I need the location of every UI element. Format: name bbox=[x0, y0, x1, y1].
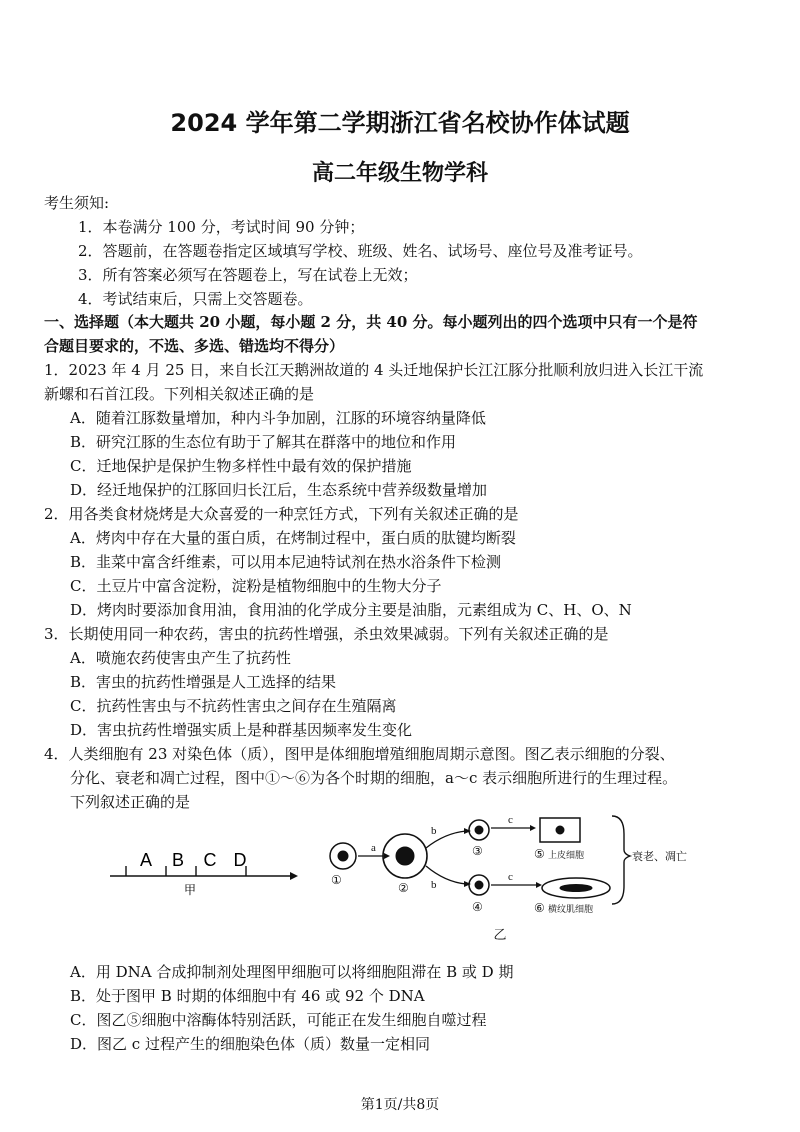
figure bbox=[100, 808, 740, 948]
option: B．处于图甲 B 时期的体细胞中有 46 或 92 个 DNA bbox=[70, 987, 425, 1005]
cell-1-nucleus bbox=[338, 851, 348, 861]
section-heading: 合题目要求的，不选、多选、错选均不得分） bbox=[44, 337, 345, 355]
figure-yi bbox=[330, 816, 630, 904]
option: C．土豆片中富含淀粉，淀粉是植物细胞中的生物大分子 bbox=[70, 577, 442, 595]
option: B．研究江豚的生态位有助于了解其在群落中的地位和作用 bbox=[70, 433, 457, 451]
process-label: a bbox=[371, 842, 376, 854]
option: C．图乙⑤细胞中溶酶体特别活跃，可能正在发生细胞自噬过程 bbox=[70, 1011, 487, 1029]
cell-2-nucleus bbox=[396, 847, 414, 865]
notice-item: 2．答题前，在答题卷指定区域填写学校、班级、姓名、试场号、座位号及准考证号。 bbox=[78, 242, 643, 260]
option: D．害虫抗药性增强实质上是种群基因频率发生变化 bbox=[70, 721, 413, 739]
phase-label: C bbox=[203, 850, 217, 870]
cell-label: ③ bbox=[472, 844, 483, 858]
option: D．经迁地保护的江豚回归长江后，生态系统中营养级数量增加 bbox=[70, 481, 488, 499]
cell-6-name: 横纹肌细胞 bbox=[548, 905, 594, 915]
figure-jia bbox=[110, 850, 298, 897]
cell-label: ① bbox=[331, 873, 342, 887]
notice-item: 4．考试结束后，只需上交答题卷。 bbox=[78, 290, 313, 308]
cell-5-name: 上皮细胞 bbox=[548, 851, 585, 861]
exam-subtitle: 高二年级生物学科 bbox=[311, 161, 488, 186]
cell-label: ⑥ bbox=[534, 901, 545, 915]
phase-label: B bbox=[171, 850, 185, 870]
process-label: c bbox=[508, 871, 513, 883]
cell-label: ④ bbox=[472, 900, 483, 914]
option: D．图乙 c 过程产生的细胞染色体（质）数量一定相同 bbox=[70, 1035, 430, 1053]
timeline-arrow bbox=[290, 872, 298, 880]
process-label: b bbox=[431, 825, 437, 837]
option: C．抗药性害虫与不抗药性害虫之间存在生殖隔离 bbox=[70, 697, 397, 715]
notice-heading: 考生须知: bbox=[44, 194, 110, 212]
process-label: c bbox=[508, 814, 513, 826]
question-stem: 3．长期使用同一种农药，害虫的抗药性增强，杀虫效果减弱。下列有关叙述正确的是 bbox=[44, 625, 609, 643]
option: B．害虫的抗药性增强是人工选择的结果 bbox=[70, 673, 337, 691]
question-stem: 分化、衰老和凋亡过程，图中①～⑥为各个时期的细胞，a～c 表示细胞所进行的生理过程。 bbox=[70, 769, 678, 787]
option: A．喷施农药使害虫产生了抗药性 bbox=[70, 649, 291, 667]
question-stem: 4．人类细胞有 23 对染色体（质），图甲是体细胞增殖细胞周期示意图。图乙表示细胞的分裂、 bbox=[44, 745, 675, 763]
exam-title: 2024 学年第二学期浙江省名校协作体试题 bbox=[170, 109, 630, 137]
question-stem: 2．用各类食材烧烤是大众喜爱的一种烹饪方式，下列有关叙述正确的是 bbox=[44, 505, 519, 523]
option: A．随着江豚数量增加，种内斗争加剧，江豚的环境容纳量降低 bbox=[70, 409, 486, 427]
option: A．烤肉中存在大量的蛋白质，在烤制过程中，蛋白质的肽键均断裂 bbox=[70, 529, 516, 547]
bracket bbox=[612, 816, 630, 904]
notice-item: 3．所有答案必须写在答题卷上，写在试卷上无效； bbox=[78, 266, 418, 284]
phase-label: A bbox=[139, 850, 153, 870]
section-heading: 一、选择题（本大题共 20 小题，每小题 2 分，共 40 分。每小题列出的四个选项中只有一个是符 bbox=[44, 313, 698, 331]
question-stem: 1．2023 年 4 月 25 日，来自长江天鹅洲故道的 4 头迁地保护长江江豚分批顺利放归进入长江干流 bbox=[44, 361, 704, 379]
figure-jia-label: 甲 bbox=[183, 883, 197, 897]
cell-label: ⑤ bbox=[534, 847, 545, 861]
question-stem: 下列叙述正确的是 bbox=[70, 793, 191, 811]
phase-label: D bbox=[233, 850, 247, 870]
option: D．烤肉时要添加食用油，食用油的化学成分主要是油脂，元素组成为 C、H、O、N bbox=[70, 601, 632, 619]
option: A．用 DNA 合成抑制剂处理图甲细胞可以将细胞阻滞在 B 或 D 期 bbox=[70, 963, 514, 981]
page-footer: 第1页/共8页 bbox=[360, 1097, 440, 1113]
bracket-label: 衰老、凋亡 bbox=[632, 850, 687, 863]
option: B．韭菜中富含纤维素，可以用本尼迪特试剂在热水浴条件下检测 bbox=[70, 553, 502, 571]
option: C．迁地保护是保护生物多样性中最有效的保护措施 bbox=[70, 457, 412, 475]
question-stem: 新螺和石首江段。下列相关叙述正确的是 bbox=[44, 385, 315, 403]
notice-item: 1．本卷满分 100 分，考试时间 90 分钟； bbox=[78, 218, 365, 236]
process-label: b bbox=[431, 879, 437, 891]
cell-label: ② bbox=[398, 881, 409, 895]
figure-yi-label: 乙 bbox=[493, 928, 507, 943]
